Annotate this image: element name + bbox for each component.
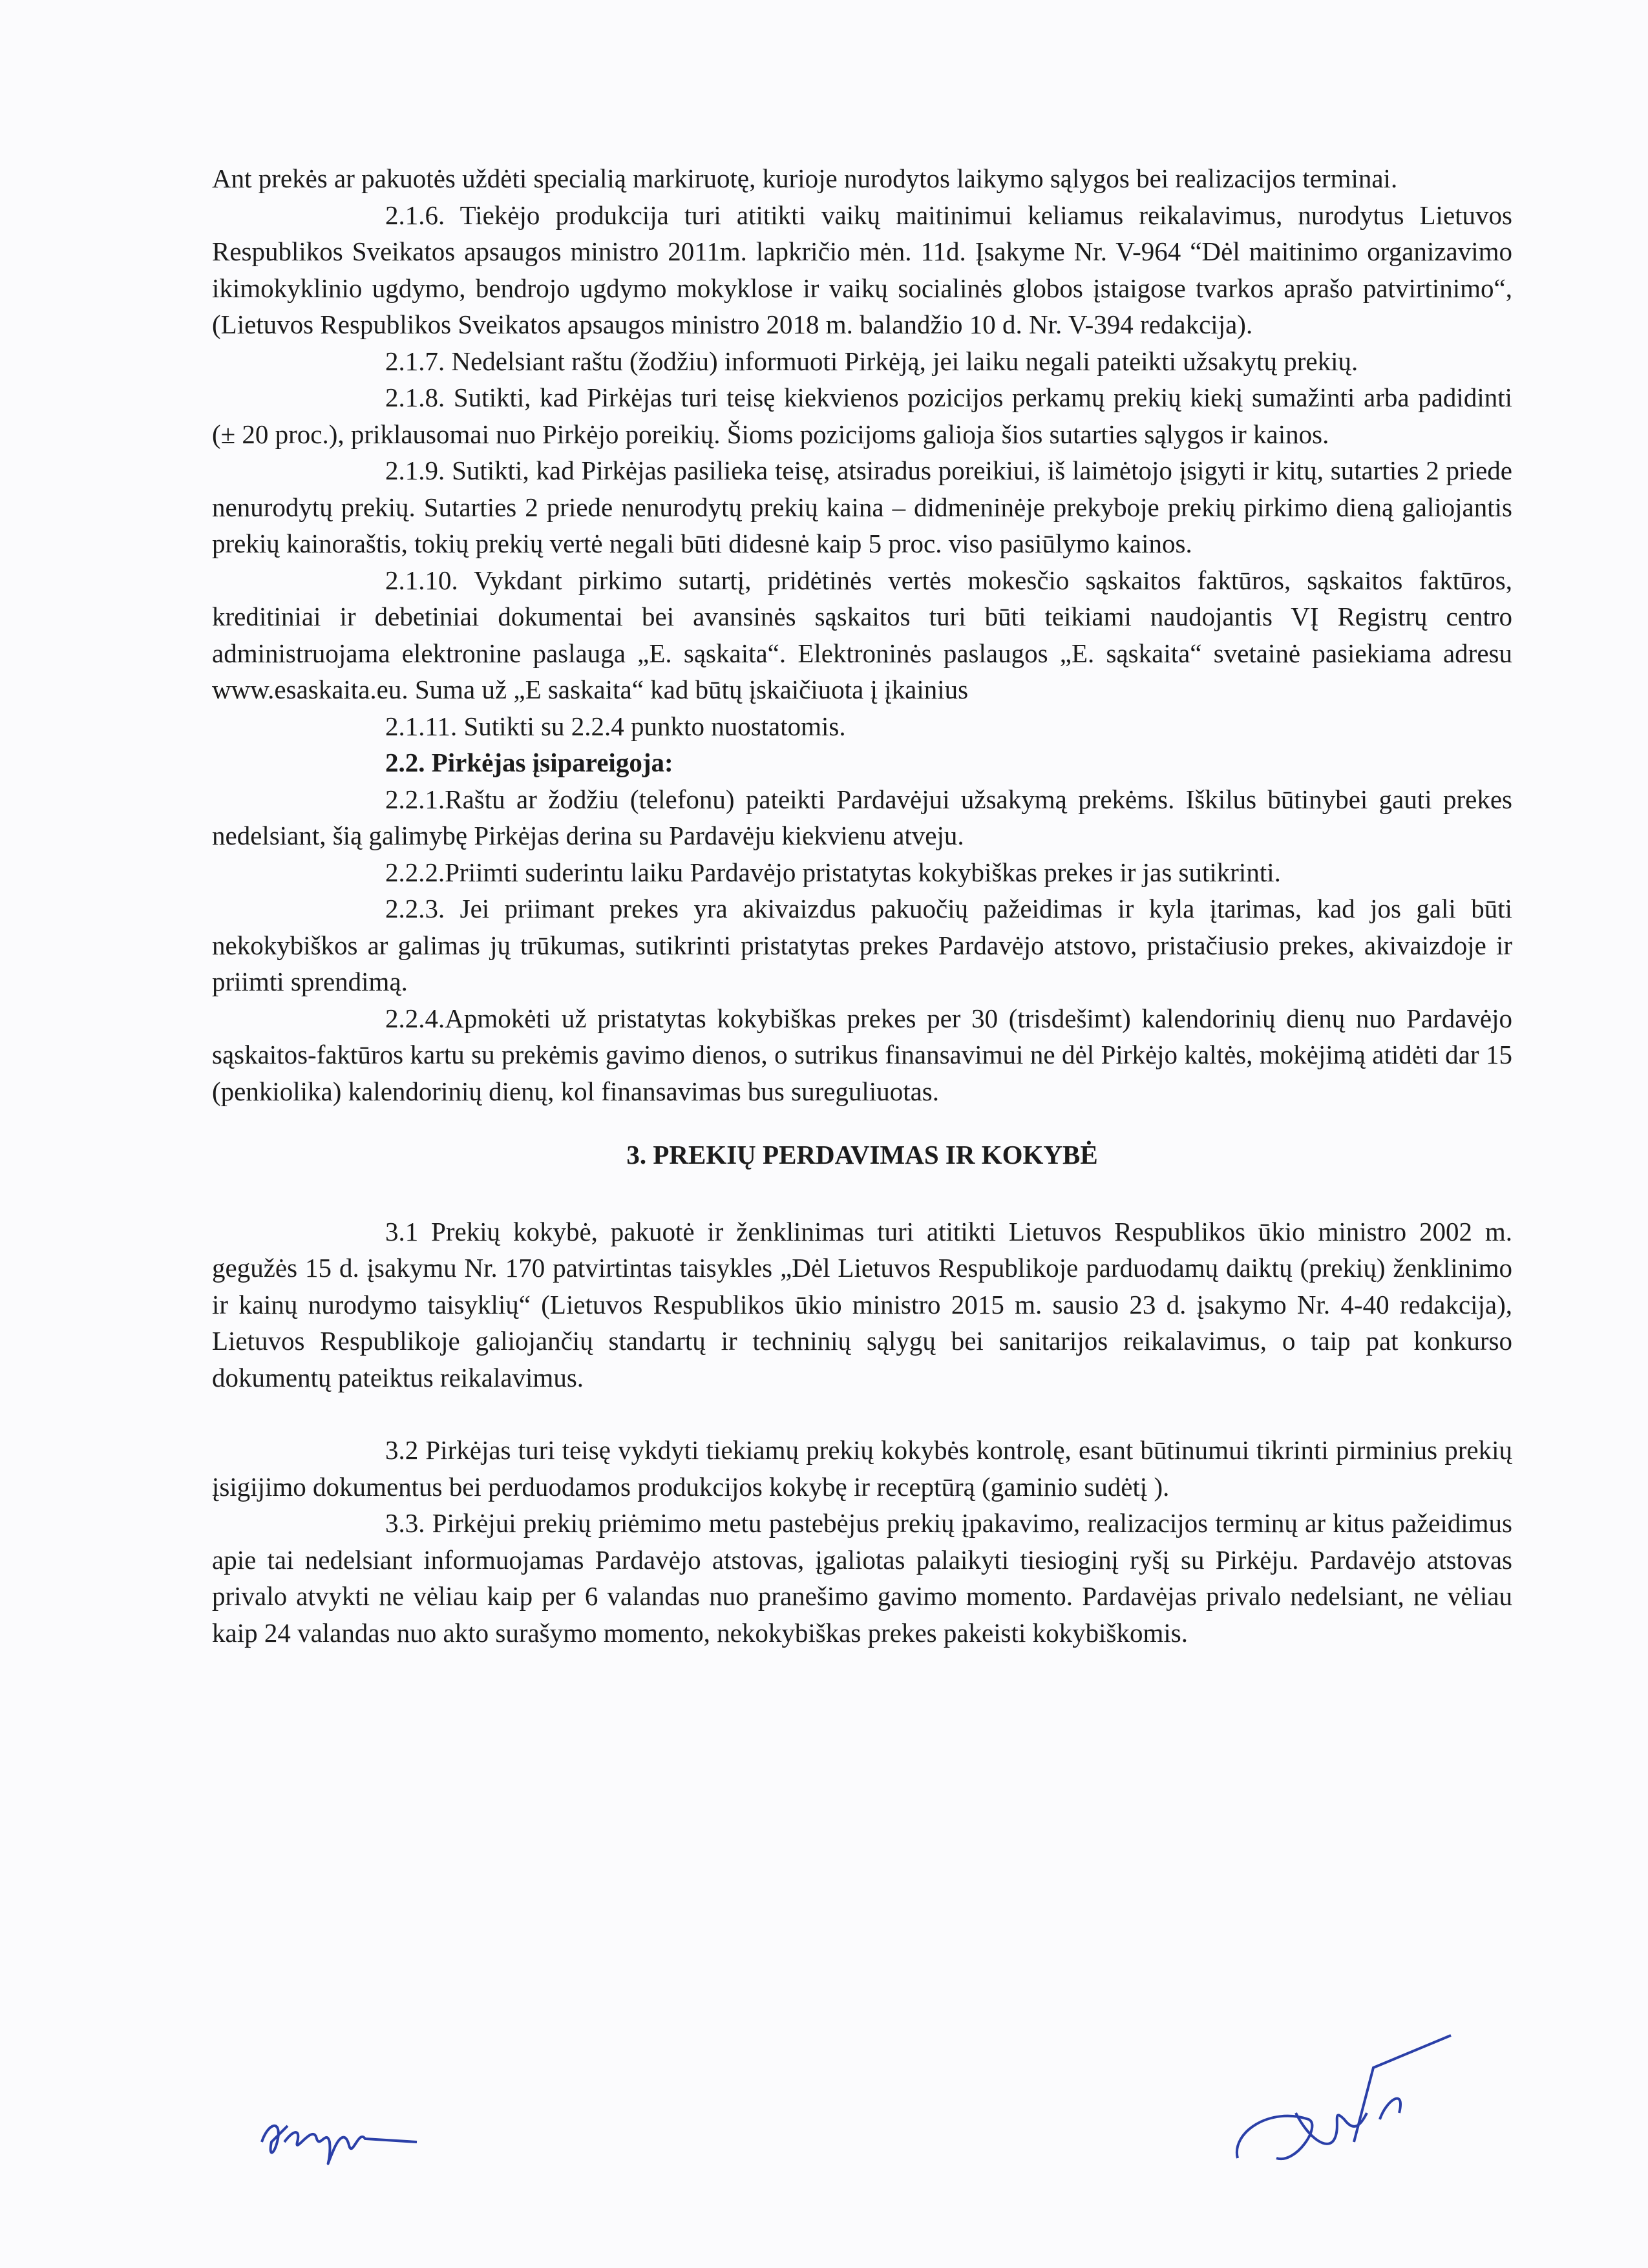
section-heading: 3. PREKIŲ PERDAVIMAS IR KOKYBĖ <box>626 1140 1098 1170</box>
clause-paragraph: 2.2.4.Apmokėti už pristatytas kokybiškas prekes per 30 (trisdešimt) kalendorinių dienų nuo Pardavėjo sąskaitos-faktūros kartu su prekėmis gavimo dienos, o sutrikus finansavimui ne dėl Pirkėjo kaltės, mokėjimą atidėti dar 15 (penkiolika) kalendorinių dienų, kol finansavimas bus sureguliuotas. <box>212 1003 1512 1106</box>
clause-paragraph: 2.1.8. Sutikti, kad Pirkėjas turi teisę kiekvienos pozicijos perkamų prekių kiekį sumažinti arba padidinti (± 20 proc.), priklausomai nuo Pirkėjo poreikių. Šioms pozicijoms galioja šios sutarties sąlygos ir kainos. <box>212 383 1512 449</box>
clause-paragraph: 2.2.1.Raštu ar žodžiu (telefonu) pateikti Pardavėjui užsakymą prekėms. Iškilus būtinybei gauti prekes nedelsiant, šią galimybę Pirkėjas derina su Pardavėju kiekvienu atveju. <box>212 784 1512 850</box>
clause-paragraph: 2.1.11. Sutikti su 2.2.4 punkto nuostatomis. <box>385 711 846 741</box>
clause-paragraph: 2.2. Pirkėjas įsipareigoja: <box>385 748 673 777</box>
clause-paragraph: 3.3. Pirkėjui prekių priėmimo metu pastebėjus prekių įpakavimo, realizacijos terminų ar kitus pažeidimus apie tai nedelsiant informuojamas Pardavėjo atstovas, įgaliotas palaikyti tiesioginį ryšį su Pirkėju. Pardavėjo atstovas privalo atvykti ne vėliau kaip per 6 valandas nuo pranešimo gavimo momento. Pardavėjas privalo nedelsiant, ne vėliau kaip 24 valandas nuo akto surašymo momento, nekokybiškas prekes pakeisti kokybiškomis. <box>212 1508 1512 1648</box>
contract-clauses-3 <box>212 1213 1512 1652</box>
clause-paragraph: 2.1.7. Nedelsiant raštu (žodžiu) informuoti Pirkėją, jei laiku negali pateikti užsakytų prekių. <box>385 346 1358 376</box>
clause-paragraph: 2.1.9. Sutikti, kad Pirkėjas pasilieka teisę, atsiradus poreikiui, iš laimėtojo įsigyti ir kitų, sutarties 2 priede nenurodytų prekių. Sutarties 2 priede nenurodytų prekių kaina – didmeninėje prekyboje prekių pirkimo dieną galiojantis prekių kainoraštis, tokių prekių vertė negali būti didesnė kaip 5 proc. viso pasiūlymo kainos. <box>212 456 1512 558</box>
clause-paragraph: 3.2 Pirkėjas turi teisę vykdyti tiekiamų prekių kokybės kontrolę, esant būtinumui tikrinti pirminius prekių įsigijimo dokumentus bei perduodamos produkcijos kokybę ir receptūrą (gaminio sudėtį ). <box>212 1435 1512 1502</box>
contract-clauses-2 <box>212 160 1512 1109</box>
signature-left <box>255 2103 423 2178</box>
clause-paragraph: 2.2.2.Priimti suderintu laiku Pardavėjo pristatytas kokybiškas prekes ir jas sutikrinti. <box>385 857 1281 887</box>
document-page <box>212 160 1512 1651</box>
clause-paragraph: 2.2.3. Jei priimant prekes yra akivaizdus pakuočių pažeidimas ir kyla įtarimas, kad jos gali būti nekokybiškos ar galimas jų trūkumas, sutikrinti pristatytas prekes Pardavėjo atstovo, pristačiusio prekes, akivaizdoje ir priimti sprendimą. <box>212 894 1512 996</box>
clause-paragraph: 3.1 Prekių kokybė, pakuotė ir ženklinimas turi atitikti Lietuvos Respublikos ūkio ministro 2002 m. gegužės 15 d. įsakymu Nr. 170 patvirtintas taisykles „Dėl Lietuvos Respublikoje parduodamų daiktų (prekių) ženklinimo ir kainų nurodymo taisyklių“ (Lietuvos Respublikos ūkio ministro 2015 m. sausio 23 d. įsakymo Nr. 4-40 redakcija), Lietuvos Respublikoje galiojančių standartų ir techninių sąlygų bei sanitarijos reikalavimus, o taip pat konkurso dokumentų pateiktus reikalavimus. <box>212 1216 1512 1392</box>
signature-right <box>1218 2029 1464 2187</box>
clause-paragraph: 2.1.10. Vykdant pirkimo sutartį, pridėtinės vertės mokesčio sąskaitos faktūros, sąskaitos faktūros, kreditiniai ir debetiniai dokumentai bei avansinės sąskaitos turi būti teikiami naudojantis VĮ Registrų centro administruojama elektronine paslauga „E. sąskaita“. Elektroninės paslaugos „E. sąskaita“ svetainė pasiekiama adresu www.esaskaita.eu. Suma už „E saskaita“ kad būtų įskaičiuota į įkainius <box>212 565 1512 704</box>
clause-paragraph: Ant prekės ar pakuotės uždėti specialią markiruotę, kurioje nurodytos laikymo sąlygos bei realizacijos terminai. <box>212 163 1398 193</box>
clause-paragraph: 2.1.6. Tiekėjo produkcija turi atitikti vaikų maitinimui keliamus reikalavimus, nurodytus Lietuvos Respublikos Sveikatos apsaugos ministro 2011m. lapkričio mėn. 11d. Įsakyme Nr. V-964 “Dėl maitinimo organizavimo ikimokyklinio ugdymo, bendrojo ugdymo mokyklose ir vaikų socialinės globos įstaigose tvarkos aprašo patvirtinimo“, (Lietuvos Respublikos Sveikatos apsaugos ministro 2018 m. balandžio 10 d. Nr. V-394 redakcija). <box>212 200 1512 339</box>
